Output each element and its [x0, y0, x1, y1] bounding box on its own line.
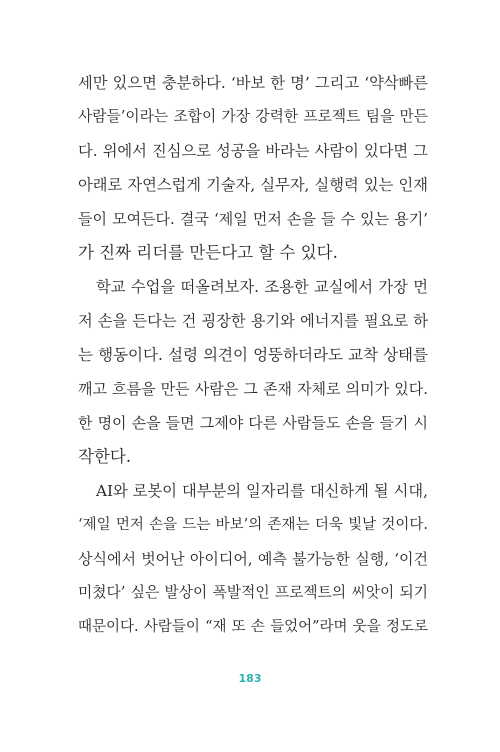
text-line: 작한다. [78, 447, 132, 466]
page-number: 183 [238, 672, 262, 685]
text-line: 가 진짜 리더를 만든다고 할 수 있다. [78, 243, 338, 262]
text-line: 사람들’이라는 조합이 가장 강력한 프로젝트 팀을 만든 [78, 108, 428, 125]
text-line: 다. 위에서 진심으로 성공을 바라는 사람이 있다면 그 [78, 142, 428, 160]
text-line: 들이 모여든다. 결국 ‘제일 먼저 손을 들 수 있는 용기’ [78, 210, 428, 228]
text-line: 때문이다. 사람들이 “재 또 손 들었어”라며 웃을 정도로 [78, 619, 428, 635]
text-line: 상식에서 벗어난 아이디어, 예측 불가능한 실행, ‘이건 [78, 550, 428, 568]
text-line: 는 행동이다. 설령 의견이 엉뚱하더라도 교착 상태를 [78, 346, 428, 364]
text-line: 저 손을 든다는 건 굉장한 용기와 에너지를 필요로 하 [78, 312, 428, 330]
text-line: ‘제일 먼저 손을 드는 바보’의 존재는 더욱 빛날 것이다. [78, 517, 428, 533]
text-line: 깨고 흐름을 만든 사람은 그 존재 자체로 의미가 있다. [78, 380, 428, 398]
text-line: AI와 로봇이 대부분의 일자리를 대신하게 될 시대, [96, 482, 428, 500]
text-line: 미쳤다’ 싶은 발상이 폭발적인 프로젝트의 씨앗이 되기 [78, 584, 428, 601]
text-line: 한 명이 손을 들면 그제야 다른 사람들도 손을 들기 시 [78, 414, 428, 432]
text-line: 세만 있으면 충분하다. ‘바보 한 명’ 그리고 ‘약삭빠른 [78, 74, 428, 92]
text-line: 아래로 자연스럽게 기술자, 실무자, 실행력 있는 인재 [78, 176, 428, 194]
body-text [78, 66, 428, 644]
text-line: 학교 수업을 떠올려보자. 조용한 교실에서 가장 먼 [96, 278, 428, 296]
